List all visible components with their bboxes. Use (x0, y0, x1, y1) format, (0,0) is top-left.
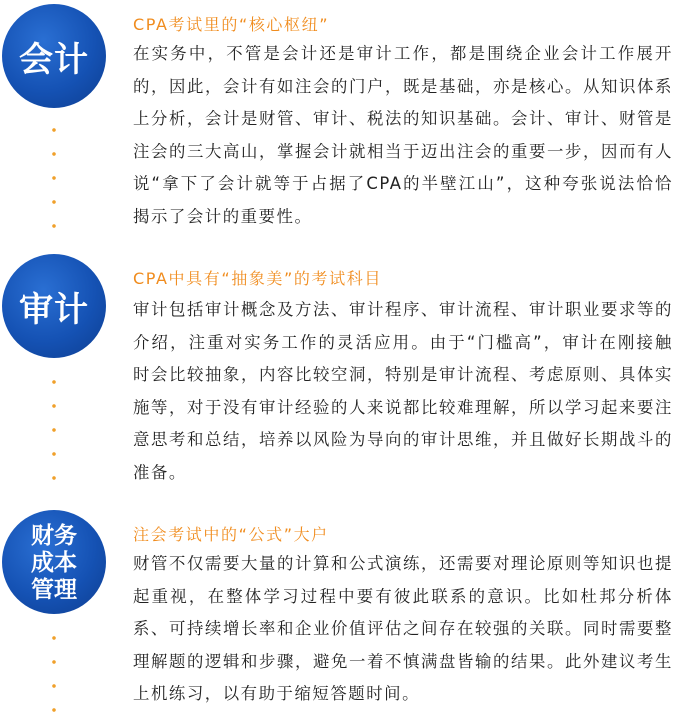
section-body: 在实务中，不管是会计还是审计工作，都是围绕企业会计工作展开的，因此，会计有如注会的门户，既是基础，亦是核心。从知识体系上分析，会计是财管、审计、税法的知识基础。会计、审计、财管是注会的三大高山，掌握会计就相当于迈出注会的重要一步，因而有人说“拿下了会计就等于占据了CPA的半壁江山”，这种夸张说法恰恰揭示了会计的重要性。 (133, 44, 673, 226)
audit-badge (2, 254, 106, 358)
section-heading: 注会考试中的“公式”大户 (133, 525, 329, 544)
section-heading: CPA中具有“抽象美”的考试科目 (133, 269, 382, 288)
section-body: 财管不仅需要大量的计算和公式演练，还需要对理论原则等知识也提起重视，在整体学习过程中要有彼此联系的意识。比如杜邦分析体系、可持续增长率和企业价值评估之间存在较强的关联。同时需要整理解题的逻辑和步骤，避免一着不慎满盘皆输的结果。此外建议考生上机练习，以有助于缩短答题时间。 (133, 554, 673, 704)
timeline-dots (52, 626, 56, 712)
section-body: 审计包括审计概念及方法、审计程序、审计流程、审计职业要求等的介绍，注重对实务工作的灵活应用。由于“门槛高”，审计在刚接触时会比较抽象，内容比较空洞，特别是审计流程、考虑原则、具体实施等，对于没有审计经验的人来说都比较难理解，所以学习起来要注意思考和总结，培养以风险为导向的审计思维，并且做好长期战斗的准备。 (133, 300, 673, 482)
badge-label: 审计 (19, 289, 89, 330)
badge-label: 财务 成本 管理 (31, 521, 77, 603)
timeline-dots (52, 118, 56, 230)
badge-label: 会计 (19, 39, 89, 80)
timeline-dots (52, 370, 56, 488)
financial-management-badge (2, 510, 106, 614)
accounting-badge (2, 4, 106, 108)
section-heading: CPA考试里的“核心枢纽” (133, 15, 330, 34)
